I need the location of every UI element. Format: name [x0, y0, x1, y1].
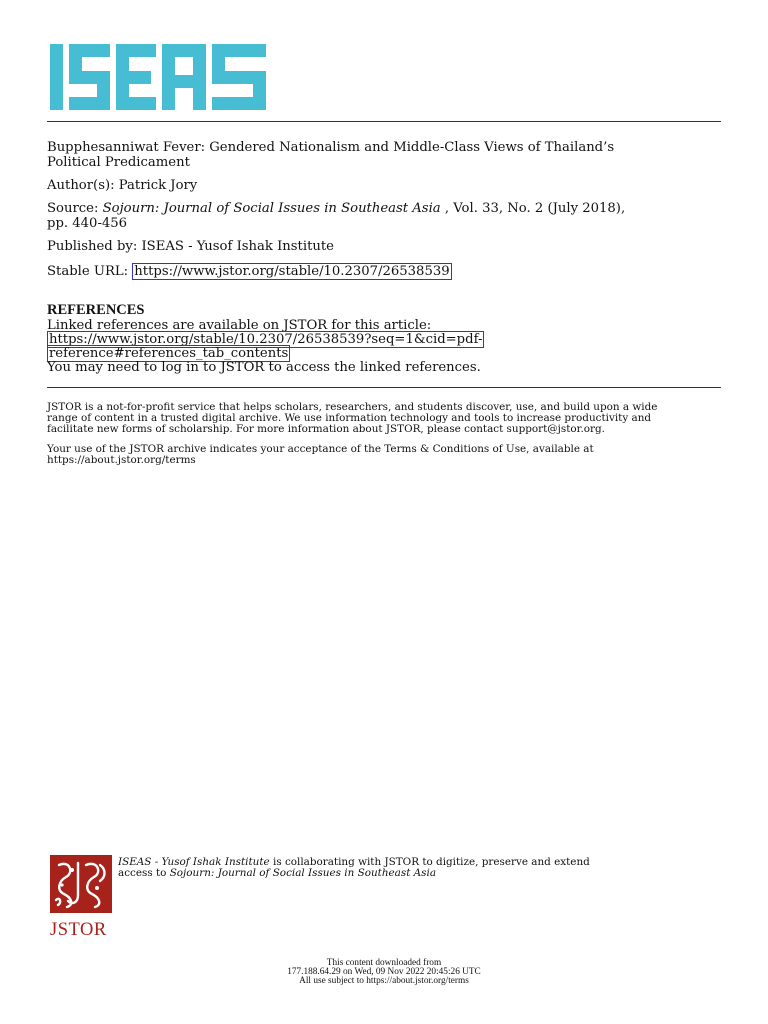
references-link-continued[interactable]: reference#references_tab_contents — [49, 346, 289, 361]
disclaimer-line1: JSTOR is a not-for-profit service that helps scholars, researchers, and students discover, use, and build upon a wide — [47, 401, 658, 413]
stable-url-link[interactable]: https://www.jstor.org/stable/10.2307/26538539 — [134, 264, 450, 279]
article-source-line1: Source: Sojourn: Journal of Social Issues in Southeast Asia , Vol. 33, No. 2 (July 2018), — [47, 201, 626, 216]
source-journal: Sojourn: Journal of Social Issues in Southeast Asia — [102, 201, 441, 216]
references-divider — [47, 387, 721, 388]
jstor-logo-text: JSTOR — [50, 920, 107, 940]
article-authors: Author(s): Patrick Jory — [47, 178, 198, 193]
jstor-logo — [50, 855, 112, 941]
collaboration-publisher: ISEAS - Yusof Ishak Institute — [118, 856, 270, 868]
article-title-line2: Political Predicament — [47, 155, 190, 170]
published-by: Published by: ISEAS - Yusof Ishak Institute — [47, 239, 334, 254]
stable-url-row — [47, 264, 452, 279]
stable-url-label: Stable URL: — [47, 264, 133, 279]
terms-line1: Your use of the JSTOR archive indicates your acceptance of the Terms & Conditions of Use, available at — [47, 443, 594, 455]
footer-ip-timestamp: 177.188.64.29 on Wed, 09 Nov 2022 20:45:26 UTC — [287, 967, 481, 977]
collaboration-line2: access to Sojourn: Journal of Social Issues in Southeast Asia — [118, 867, 437, 879]
article-source-line2: pp. 440-456 — [47, 216, 128, 231]
footer-downloaded: This content downloaded from — [326, 958, 442, 968]
disclaimer-line3: facilitate new forms of scholarship. For more information about JSTOR, please contact support@jstor.org. — [47, 423, 605, 435]
article-title-line1: Bupphesanniwat Fever: Gendered Nationalism and Middle-Class Views of Thailand’s — [47, 140, 615, 155]
references-login-note: You may need to log in to JSTOR to access the linked references. — [47, 360, 481, 375]
iseas-logo — [50, 44, 268, 112]
header-divider — [47, 121, 721, 122]
references-link-line2 — [47, 346, 290, 361]
references-link[interactable]: https://www.jstor.org/stable/10.2307/26538539?seq=1&cid=pdf- — [49, 332, 483, 347]
disclaimer-line2: range of content in a trusted digital archive. We use information technology and tools to increase productivity and — [47, 412, 652, 424]
references-heading: REFERENCES — [47, 302, 145, 318]
collaboration-line1: ISEAS - Yusof Ishak Institute is collaborating with JSTOR to digitize, preserve and extend — [118, 856, 590, 868]
jstor-seal-icon — [50, 855, 112, 913]
footer-terms: All use subject to https://about.jstor.org/terms — [299, 976, 469, 986]
references-available-text: Linked references are available on JSTOR for this article: — [47, 318, 432, 333]
collaboration-journal: Sojourn: Journal of Social Issues in Southeast Asia — [169, 867, 437, 879]
terms-line2: https://about.jstor.org/terms — [47, 454, 196, 466]
